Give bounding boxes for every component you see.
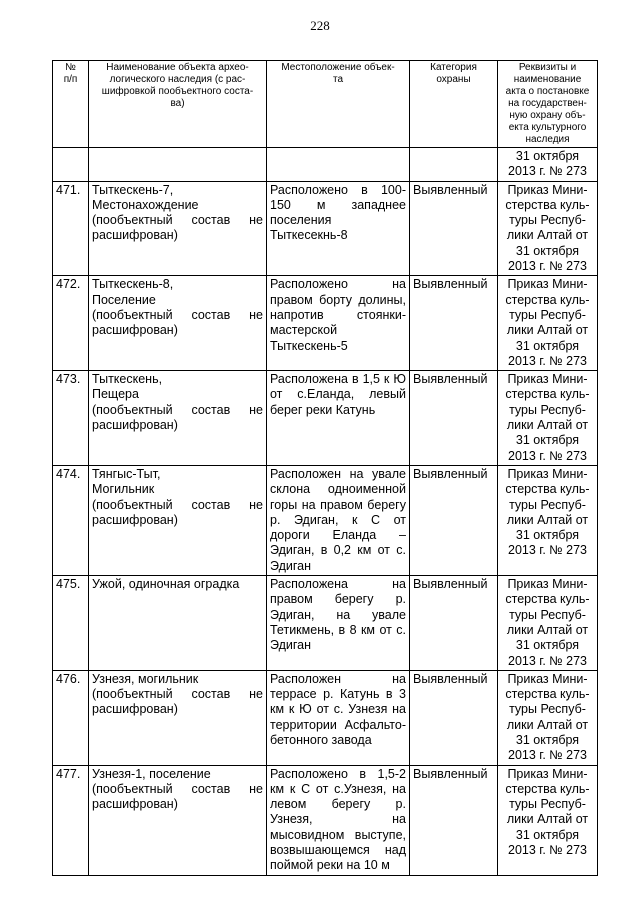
row-number: 476. — [53, 670, 89, 765]
continuation-number — [53, 148, 89, 182]
act-requisites: Приказ Мини- стерства куль- туры Респуб- лики Алтай от 31 октября 2013 г. № 273 — [498, 765, 598, 875]
table-row — [53, 670, 598, 765]
row-number: 472. — [53, 276, 89, 371]
protection-category: Выявленный — [410, 670, 498, 765]
act-requisites: Приказ Мини- стерства куль- туры Респуб- лики Алтай от 31 октября 2013 г. № 273 — [498, 181, 598, 276]
page-number: 228 — [310, 18, 330, 33]
table-row — [53, 465, 598, 575]
object-location: Расположена на правом берегу р. Эдиган, на увале Тетикмень, в 8 км от с. Эдиган — [267, 576, 410, 671]
object-name: Тыткескень, Пещера (пообъектный состав не расшифрован) — [89, 371, 267, 466]
object-location: Расположено на правом борту долины, напротив стоянки-мастерской Тыткескень-5 — [267, 276, 410, 371]
protection-category: Выявленный — [410, 276, 498, 371]
continuation-category — [410, 148, 498, 182]
table-header-row — [53, 61, 598, 148]
continuation-location — [267, 148, 410, 182]
row-number: 473. — [53, 371, 89, 466]
object-location: Расположена в 1,5 к Ю от с.Еланда, левый берег реки Катунь — [267, 371, 410, 466]
table-row — [53, 765, 598, 875]
object-name: Тыткескень-7, Местонахождение (пообъектный состав не расшифрован) — [89, 181, 267, 276]
act-requisites: Приказ Мини- стерства куль- туры Респуб- лики Алтай от 31 октября 2013 г. № 273 — [498, 371, 598, 466]
protection-category: Выявленный — [410, 576, 498, 671]
object-name: Тянгыс-Тыт, Могильник (пообъектный состав не расшифрован) — [89, 465, 267, 575]
table-row — [53, 276, 598, 371]
object-name: Тыткескень-8, Поселение (пообъектный состав не расшифрован) — [89, 276, 267, 371]
protection-category: Выявленный — [410, 765, 498, 875]
object-location: Расположено в 1,5-2 км к С от с.Узнезя, на левом берегу р. Узнезя, на мысовидном выступе, возвышающемся над поймой реки на 10 м — [267, 765, 410, 875]
object-location: Расположен на террасе р. Катунь в 3 км к Ю от с. Узнезя на территории Асфальто-бетонного завода — [267, 670, 410, 765]
heritage-registry-table — [52, 60, 598, 876]
row-number: 471. — [53, 181, 89, 276]
table-row — [53, 371, 598, 466]
row-number: 474. — [53, 465, 89, 575]
continuation-name — [89, 148, 267, 182]
header-requisites: Реквизиты и наименование акта о постановке на государствен- ную охрану объ- екта культурного наследия — [498, 61, 598, 148]
act-requisites: Приказ Мини- стерства куль- туры Респуб- лики Алтай от 31 октября 2013 г. № 273 — [498, 670, 598, 765]
continuation-row — [53, 148, 598, 182]
protection-category: Выявленный — [410, 465, 498, 575]
header-number: № п/п — [53, 61, 89, 148]
protection-category: Выявленный — [410, 371, 498, 466]
object-location: Расположено в 100-150 м западнее поселения Тыткесекнь-8 — [267, 181, 410, 276]
act-requisites: Приказ Мини- стерства куль- туры Респуб- лики Алтай от 31 октября 2013 г. № 273 — [498, 576, 598, 671]
act-requisites: Приказ Мини- стерства куль- туры Респуб- лики Алтай от 31 октября 2013 г. № 273 — [498, 276, 598, 371]
protection-category: Выявленный — [410, 181, 498, 276]
row-number: 475. — [53, 576, 89, 671]
table-row — [53, 181, 598, 276]
header-category: Категория охраны — [410, 61, 498, 148]
row-number: 477. — [53, 765, 89, 875]
object-name: Ужой, одиночная оградка — [89, 576, 267, 671]
act-requisites: Приказ Мини- стерства куль- туры Респуб- лики Алтай от 31 октября 2013 г. № 273 — [498, 465, 598, 575]
object-name: Узнезя-1, поселение (пообъектный состав не расшифрован) — [89, 765, 267, 875]
object-location: Расположен на увале склона одноименной горы на правом берегу р. Эдиган, к С от дороги Еланда – Эдиган, в 0,2 км от с. Эдиган — [267, 465, 410, 575]
continuation-requisites: 31 октября 2013 г. № 273 — [498, 148, 598, 182]
table-row — [53, 576, 598, 671]
header-location: Местоположение объек- та — [267, 61, 410, 148]
object-name: Узнезя, могильник (пообъектный состав не расшифрован) — [89, 670, 267, 765]
header-name: Наименование объекта архео- логического наследия (с рас- шифровкой пообъектного соста- ва) — [89, 61, 267, 148]
